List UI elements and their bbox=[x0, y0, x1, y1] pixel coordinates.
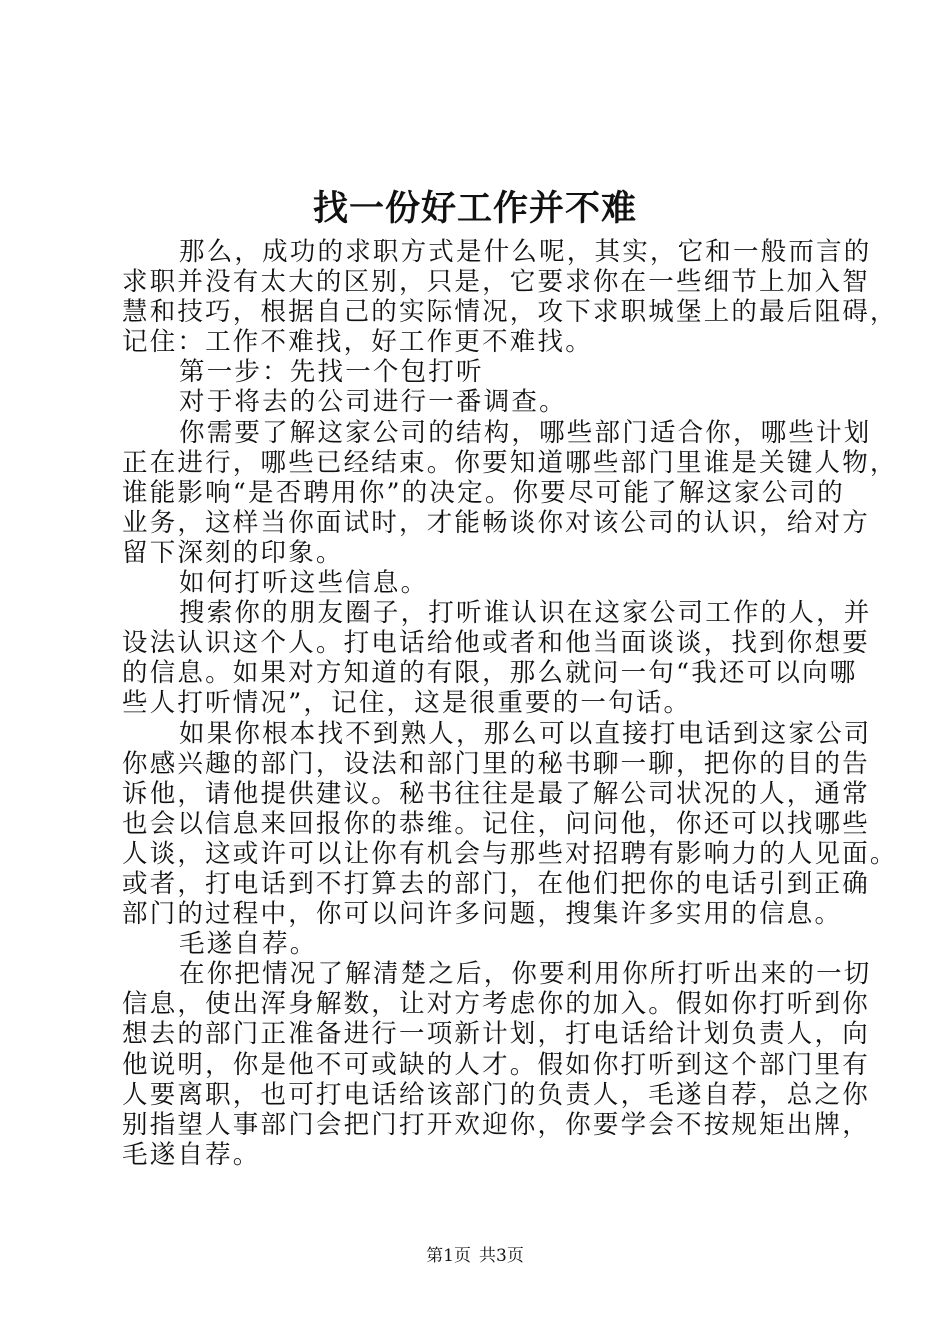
body-line: 信息，使出浑身解数，让对方考虑你的加入。假如你打听到你 bbox=[122, 989, 870, 1020]
body-line: 他说明，你是他不可或缺的人才。假如你打听到这个部门里有 bbox=[122, 1049, 870, 1080]
page-number: 第1页 bbox=[426, 1246, 471, 1266]
body-line: 正在进行，哪些已经结束。你要知道哪些部门里谁是关键人物， bbox=[122, 447, 898, 478]
body-line: 你需要了解这家公司的结构，哪些部门适合你，哪些计划 bbox=[179, 417, 872, 448]
body-line: 毛遂自荐。 bbox=[179, 929, 318, 960]
document-title: 找一份好工作并不难 bbox=[312, 188, 637, 229]
body-line: 慧和技巧，根据自己的实际情况，攻下求职城堡上的最后阻碍， bbox=[122, 297, 898, 328]
body-line: 毛遂自荐。 bbox=[122, 1139, 261, 1170]
body-line: 那么，成功的求职方式是什么呢，其实，它和一般而言的 bbox=[179, 237, 872, 267]
body-line: 想去的部门正准备进行一项新计划，打电话给计划负责人，向 bbox=[122, 1019, 870, 1050]
page-footer bbox=[0, 1245, 950, 1267]
body-line: 部门的过程中，你可以问许多问题，搜集许多实用的信息。 bbox=[122, 899, 843, 930]
body-line: 谁能影响“是否聘用你”的决定。你要尽可能了解这家公司的 bbox=[122, 477, 845, 508]
body-line: 设法认识这个人。打电话给他或者和他当面谈谈，找到你想要 bbox=[122, 628, 870, 659]
page-total: 共3页 bbox=[479, 1246, 524, 1266]
body-line: 如果你根本找不到熟人，那么可以直接打电话到这家公司 bbox=[179, 718, 872, 749]
body-line: 些人打听情况”，记住，这是很重要的一句话。 bbox=[122, 688, 692, 719]
body-line: 留下深刻的印象。 bbox=[122, 537, 344, 568]
body-line: 如何打听这些信息。 bbox=[179, 568, 429, 599]
body-line: 诉他，请他提供建议。秘书往往是最了解公司状况的人，通常 bbox=[122, 778, 870, 809]
body-line: 搜索你的朋友圈子，打听谁认识在这家公司工作的人，并 bbox=[179, 598, 872, 629]
body-line: 别指望人事部门会把门打开欢迎你，你要学会不按规矩出牌， bbox=[122, 1109, 870, 1140]
body-line: 的信息。如果对方知道的有限，那么就问一句“我还可以向哪 bbox=[122, 658, 858, 689]
body-line: 或者，打电话到不打算去的部门，在他们把你的电话引到正确 bbox=[122, 868, 870, 899]
body-line: 求职并没有太大的区别，只是，它要求你在一些细节上加入智 bbox=[122, 267, 870, 298]
body-line: 人要离职，也可打电话给该部门的负责人，毛遂自荐，总之你 bbox=[122, 1079, 870, 1110]
document-body bbox=[122, 237, 898, 1170]
body-line: 你感兴趣的部门，设法和部门里的秘书聊一聊，把你的目的告 bbox=[122, 748, 870, 779]
body-line: 也会以信息来回报你的恭维。记住，问问他，你还可以找哪些 bbox=[122, 808, 870, 839]
body-line: 人谈，这或许可以让你有机会与那些对招聘有影响力的人见面。 bbox=[122, 838, 898, 869]
body-line: 记住：工作不难找，好工作更不难找。 bbox=[122, 327, 593, 358]
body-line: 在你把情况了解清楚之后，你要利用你所打听出来的一切 bbox=[179, 959, 872, 990]
body-line: 对于将去的公司进行一番调查。 bbox=[179, 387, 567, 418]
body-line: 第一步：先找一个包打听 bbox=[179, 357, 484, 388]
body-line: 业务，这样当你面试时，才能畅谈你对该公司的认识，给对方 bbox=[122, 507, 870, 538]
